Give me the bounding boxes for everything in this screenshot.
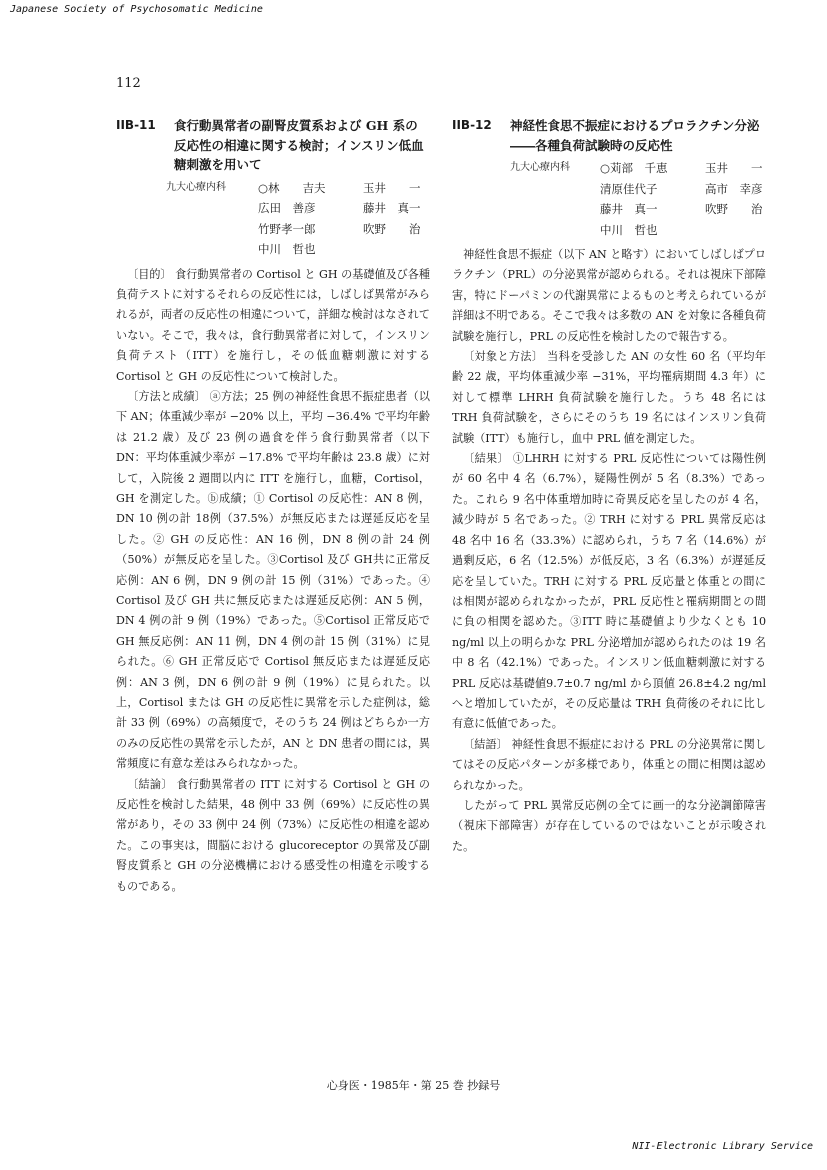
paragraph-subjects-methods: 〔対象と方法〕 当科を受診した AN の女性 60 名（平均年齢 22 歳，平均体重減少率 −31%，平均罹病期間 4.3 年）に対して標準 LHRH 負荷試験を施行した。うち 48 名には TRH 負荷試験を，さらにそのうち 19 名にはインスリン負荷試験（ITT）も施行し，血中 PRL 値を測定した。 — [452, 350, 766, 445]
article-iib-12 — [452, 116, 766, 857]
author-name: 中川 哲也 — [258, 242, 316, 256]
author-list — [258, 178, 458, 260]
author-name — [363, 239, 458, 260]
paragraph-methods-results: 〔方法と成績〕 ⓐ方法；25 例の神経性食思不振症患者（以下 AN；体重減少率が −20% 以上，平均 −36.4% で平均年齢は 21.2 歳）及び 23 例の過食を伴う食行動異常者（以下 DN：平均体重減少率が −17.8% で平均年齢は 23.8 歳）に対して，入院後 2 週間以内に ITT を施行し，血糖，Cortisol，GH を測定した。ⓑ成績；① Cortisol の反応性：AN 8 例，DN 10 例の計 18例（37.5%）が無反応または遅延反応を呈した。② GH の反応性：AN 16 例，DN 8 例の計 24 例（50%）が無反応を呈した。③Cortisol 及び GH共に正常反応例：AN 6 例，DN 9 例の計 15 例（31%）であった。④ Cortisol 及び GH 共に無反応または遅延反応例：AN 5 例，DN 4 例の計 9 例（19%）であった。⑤Cortisol 正常反応で GH 無反応例：AN 11 例，DN 4 例の計 15 例（31%）に見られた。⑥ GH 正常反応で Cortisol 無反応または遅延反応例：AN 3 例，DN 6 例の計 9 例（19%）に見られた。以上，Cortisol または GH の反応性に異常を示した症例は，総計 33 例（69%）の高頻度で，そのうち 24 例はどちらか一方のみの反応性の異常を示したが，AN と DN 患者の間には，異常頻度に有意な差はみられなかった。 — [116, 389, 430, 771]
society-header: Japanese Society of Psychosomatic Medicine — [10, 4, 263, 15]
author-name — [705, 220, 800, 241]
paragraph-conclusion: 〔結語〕 神経性食思不振症における PRL の分泌異常に関してはその反応パターンが多様であり，体重との間に相関は認められなかった。 — [452, 737, 766, 792]
article-id: IIB-12 — [452, 118, 492, 132]
article-body — [452, 245, 766, 857]
article-title: 食行動異常者の副腎皮質系および GH 系の反応性の相違に関する検討；インスリン低血糖刺激を用いて — [174, 118, 424, 172]
paragraph-results: 〔結果〕 ①LHRH に対する PRL 反応性については陽性例が 60 名中 4 名（6.7%），疑陽性例が 5 名（8.3%）であった。これら 9 名中体重増加時に奇異反応を呈したのが 4 名，減少時が 5 名であった。② TRH に対する PRL 異常反応は 48 名中 16 名（33.3%）に認められ，うち 7 名（14.6%）が過剰反応，6 名（12.5%）が低反応，3 名（6.3%）が遅延反応を呈していた。TRH に対する PRL 反応量と体重との間には相関が認められなかったが，PRL 反応性と罹病期間との間に負の相関を認めた。③ITT 時に基礎値より少なくとも 10 ng/ml 以上の明らかな PRL 分泌増加が認められたのは 19 名中 8 名（42.1%）であった。インスリン低血糖刺激に対する PRL 反応は基礎値9.7±0.7 ng/ml から頂値 26.8±4.2 ng/ml へと増加していたが，その反応量は TRH 負荷後のそれに比し有意に低値であった。 — [452, 452, 766, 731]
paragraph-closing: したがって PRL 異常反応例の全てに画一的な分泌調節障害（視床下部障害）が存在しているのではないことが示唆された。 — [452, 798, 766, 853]
article-title: 神経性食思不振症におけるプロラクチン分泌――各種負荷試験時の反応性 — [510, 118, 760, 153]
author-name: ○林 吉夫 — [258, 180, 326, 195]
author-block — [116, 178, 430, 260]
author-name: 藤井 真一 — [363, 201, 421, 215]
affiliation: 九大心療内科 — [166, 181, 226, 193]
article-title-block — [116, 116, 430, 175]
article-iib-11 — [116, 116, 430, 897]
author-name: 竹野孝一郎 — [258, 221, 316, 236]
paragraph-conclusion: 〔結論〕 食行動異常者の ITT に対する Cortisol と GH の反応性を検討した結果，48 例中 33 例（69%）に反応性の異常があり，その 33 例中 24 例（73%）に反応性の相違を認めた。この事実は，間脳における glucoreceptor の異常及び副腎皮質系と GH の分泌機構における感受性の相違を示唆するものである。 — [116, 777, 430, 893]
author-name: 藤井 真一 — [600, 202, 658, 216]
library-service-footer: NII-Electronic Library Service — [632, 1141, 813, 1152]
paragraph-intro: 神経性食思不振症（以下 AN と略す）においてしばしばプロラクチン（PRL）の分泌異常が認められる。それは視床下部障害，特にドーパミンの代謝異常によるものと考えられているが詳細は不明である。そこで我々は多数の AN を対象に各種負荷試験を施行し，PRL の反応性を検討したので報告する。 — [452, 248, 766, 343]
article-id: IIB-11 — [116, 118, 156, 132]
page-number: 112 — [116, 76, 141, 91]
article-body — [116, 265, 430, 898]
paragraph-purpose: 〔目的〕 食行動異常者の Cortisol と GH の基礎値及び各種負荷テストに対するそれらの反応性には，しばしば異常がみられるが，両者の反応性の相違について，詳細な検討はなされていない。そこで，我々は，食行動異常者に対して，インスリン負荷テスト（ITT）を施行し，その低血糖刺激に対する Cortisol と GH の反応性について検討した。 — [116, 267, 430, 383]
author-name: 吹野 治 — [363, 221, 421, 236]
author-name: 広田 善彦 — [258, 201, 316, 215]
author-name: 清原佳代子 — [600, 181, 658, 196]
author-name: ○苅部 千恵 — [600, 161, 668, 175]
author-name: 高市 幸彦 — [705, 181, 763, 196]
article-title-block — [452, 116, 766, 155]
author-list — [600, 158, 800, 240]
author-block — [452, 158, 766, 240]
author-name: 吹野 治 — [705, 202, 763, 216]
author-name: 中川 哲也 — [600, 222, 658, 237]
journal-citation: 心身医・1985年・第 25 巻 抄録号 — [326, 1079, 501, 1092]
author-name: 玉井 一 — [705, 161, 763, 175]
author-name: 玉井 一 — [363, 180, 421, 195]
affiliation: 九大心療内科 — [510, 162, 570, 173]
